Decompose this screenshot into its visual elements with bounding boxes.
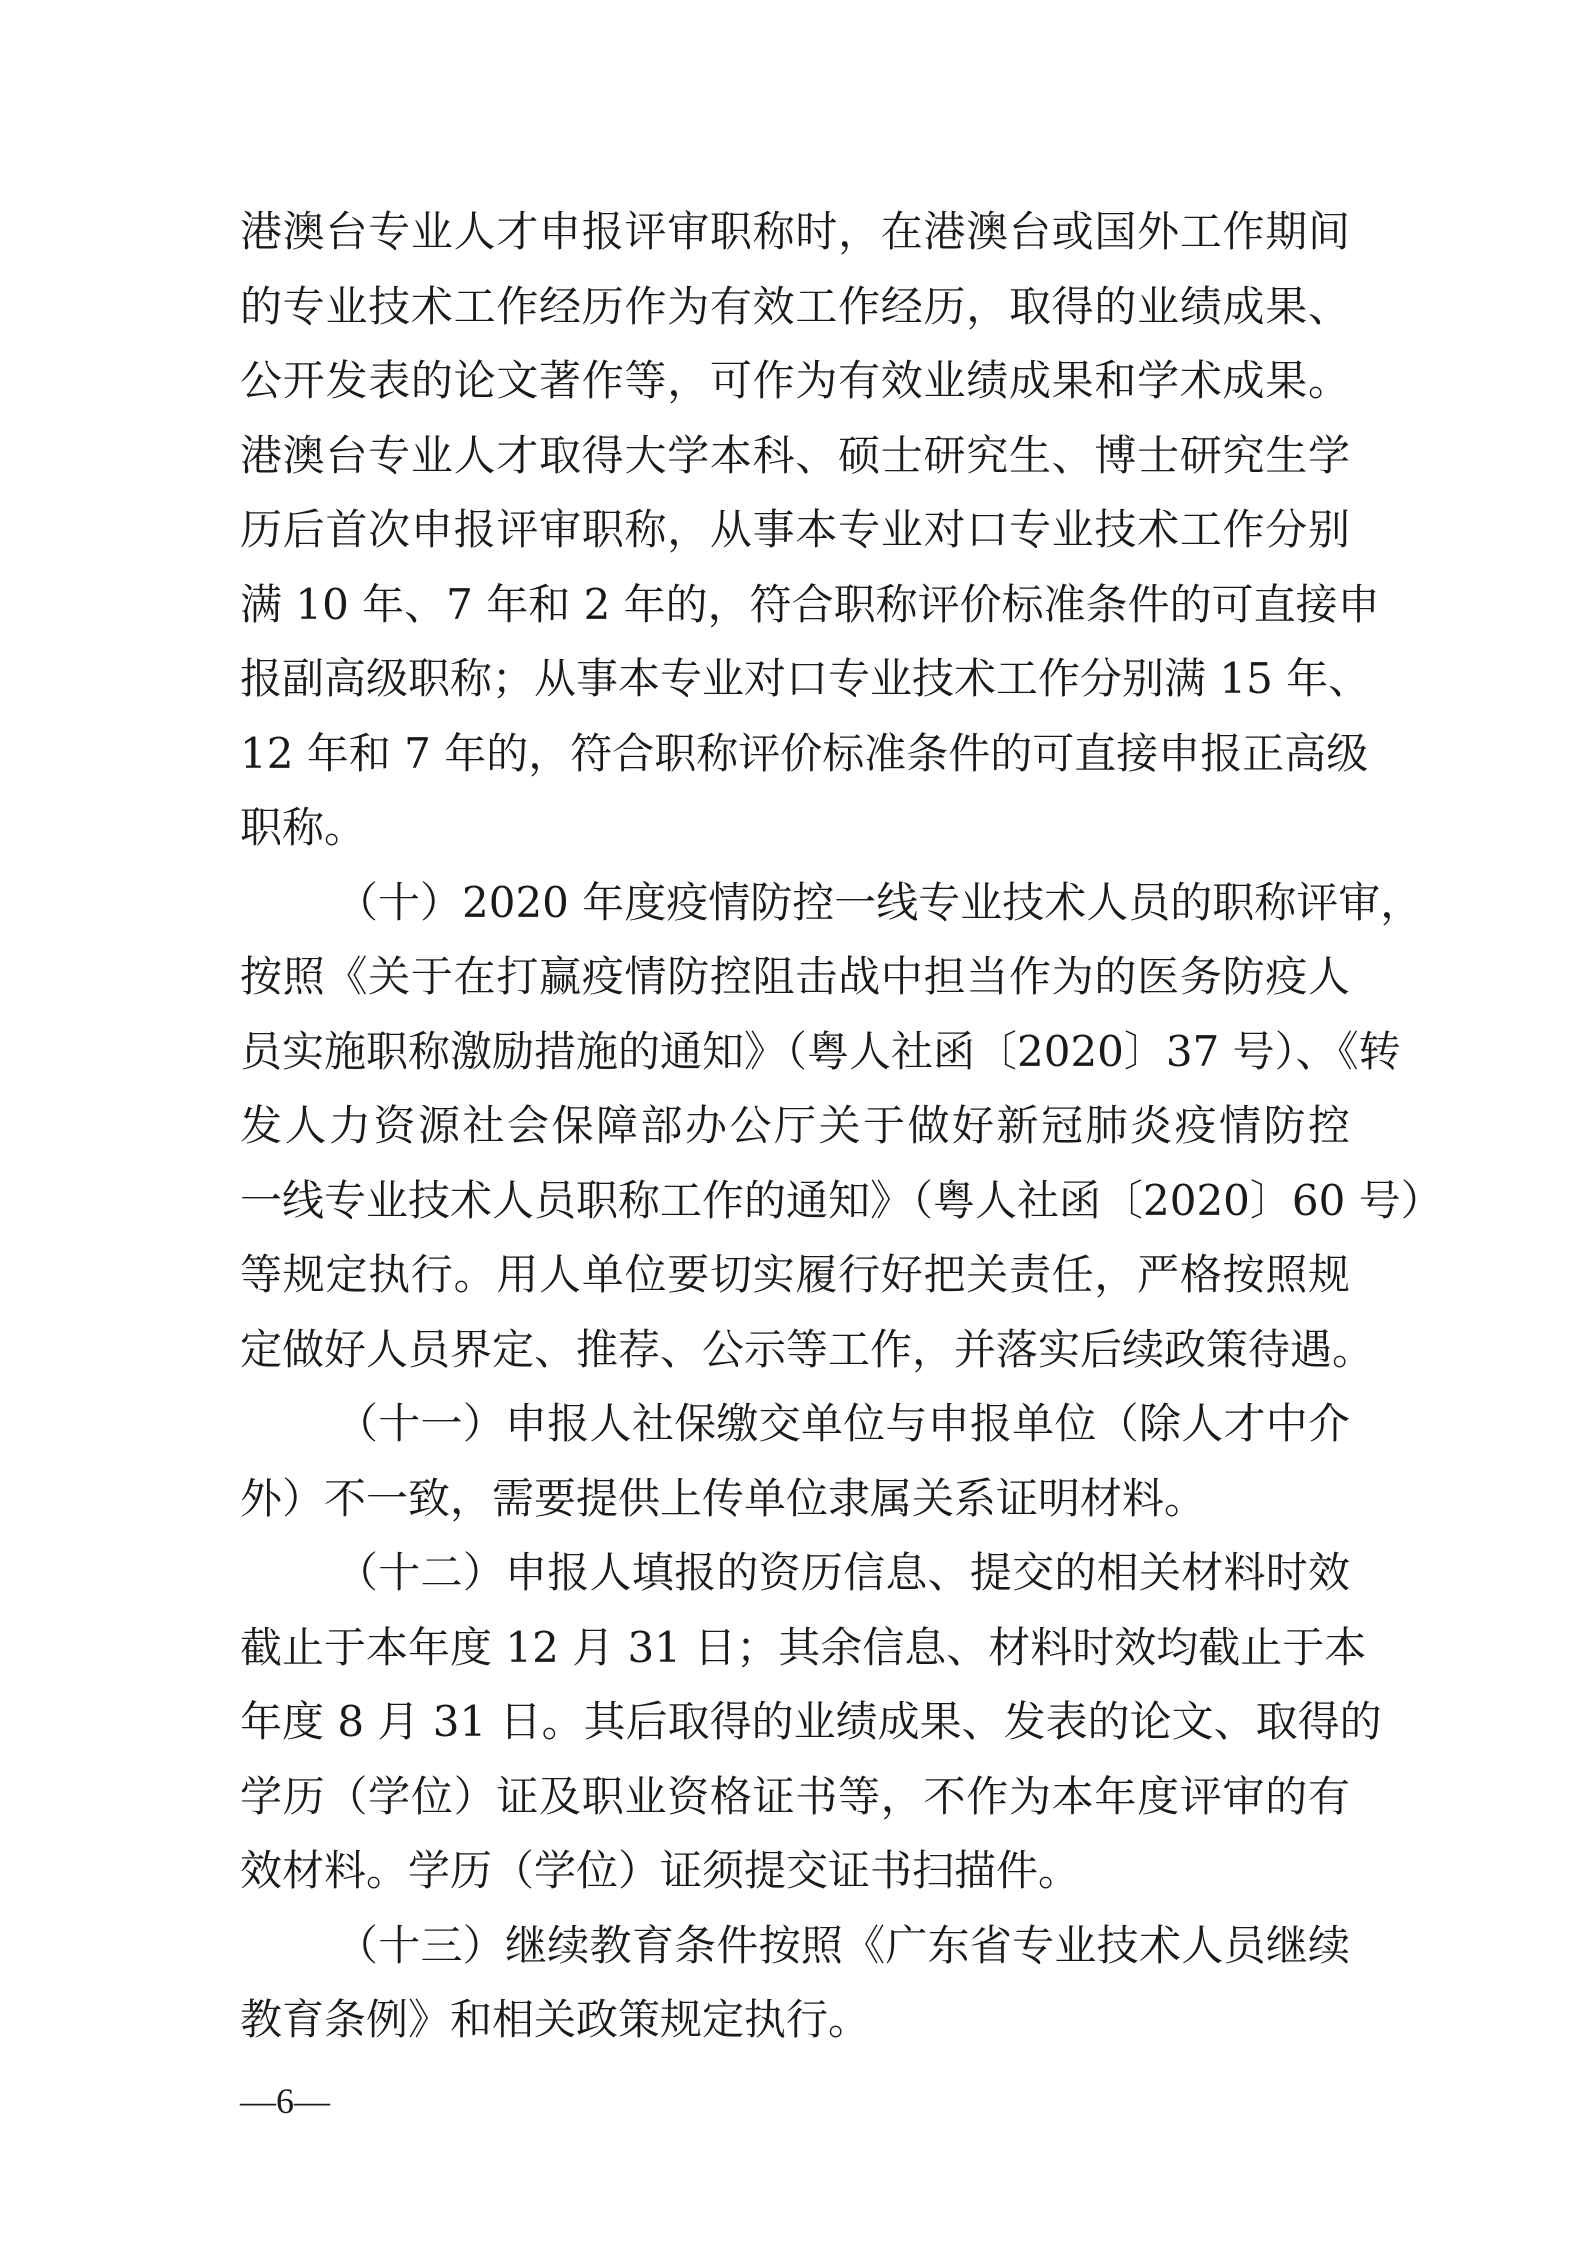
text-line: 定做好人员界定、推荐、公示等工作，并落实后续政策待遇。 <box>240 1324 1375 1374</box>
text-line: 等规定执行。用人单位要切实履行好把关责任，严格按照规 <box>240 1250 1350 1299</box>
text-line: 截止于本年度 12 月 31 日；其余信息、材料时效均截止于本 <box>240 1622 1367 1672</box>
text-line: 的专业技术工作经历作为有效工作经历，取得的业绩成果、 <box>240 281 1350 331</box>
body-text <box>240 195 1443 2058</box>
text-line: 港澳台专业人才申报评审职称时，在港澳台或国外工作期间 <box>240 207 1350 256</box>
text-line: 按照《关于在打赢疫情防控阻击战中担当作为的医务防疫人 <box>240 952 1350 1001</box>
text-line: 满 10 年、7 年和 2 年的，符合职称评价标准条件的可直接申 <box>240 579 1380 629</box>
text-line: 员实施职称激励措施的通知》（粤人社函〔2020〕37 号）、《转 <box>240 1026 1401 1076</box>
text-line: （十）2020 年度疫情防控一线专业技术人员的职称评审， <box>336 877 1423 927</box>
text-line: 历后首次申报评审职称，从事本专业对口专业技术工作分别 <box>240 505 1350 554</box>
text-line: 年度 8 月 31 日。其后取得的业绩成果、发表的论文、取得的 <box>240 1697 1382 1746</box>
text-line: 效材料。学历（学位）证须提交证书扫描件。 <box>240 1846 1081 1895</box>
text-line: 公开发表的论文著作等，可作为有效业绩成果和学术成果。 <box>240 356 1350 405</box>
text-line: （十三）继续教育条件按照《广东省专业技术人员继续 <box>336 1920 1350 1970</box>
text-line: 外）不一致，需要提供上传单位隶属关系证明材料。 <box>240 1473 1207 1523</box>
text-line: 港澳台专业人才取得大学本科、硕士研究生、博士研究生学 <box>240 430 1350 480</box>
text-line: 教育条例》和相关政策规定执行。 <box>240 1995 871 2044</box>
text-line: 职称。 <box>240 803 367 852</box>
text-line: （十一）申报人社保缴交单位与申报单位（除人才中介 <box>336 1399 1350 1448</box>
text-line: 发人力资源社会保障部办公厅关于做好新冠肺炎疫情防控 <box>240 1101 1350 1150</box>
text-line: 报副高级职称；从事本专业对口专业技术工作分别满 15 年、 <box>240 654 1371 703</box>
text-line: 12 年和 7 年的，符合职称评价标准条件的可直接申报正高级 <box>240 728 1369 778</box>
text-line: 一线专业技术人员职称工作的通知》（粤人社函〔2020〕60 号） <box>240 1175 1443 1225</box>
text-line: 学历（学位）证及职业资格证书等，不作为本年度评审的有 <box>240 1771 1350 1821</box>
page-number: —6— <box>240 2081 330 2121</box>
text-line: （十二）申报人填报的资历信息、提交的相关材料时效 <box>336 1548 1350 1597</box>
